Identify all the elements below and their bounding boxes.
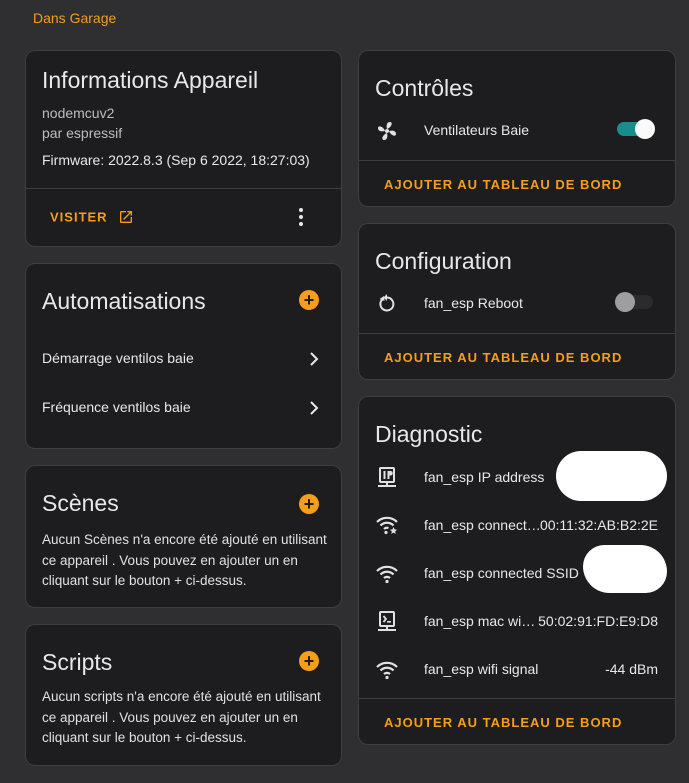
chevron-right-icon — [309, 401, 319, 415]
restart-icon — [375, 292, 399, 316]
add-scene-icon[interactable]: + — [299, 494, 319, 514]
automations-title: Automatisations — [42, 288, 206, 314]
wifi-icon — [375, 562, 399, 586]
reboot-toggle[interactable] — [617, 295, 653, 309]
redaction-mask — [556, 451, 667, 501]
right-column — [358, 50, 676, 761]
toggle-knob — [635, 119, 655, 139]
controls-card — [358, 50, 676, 207]
card-divider — [359, 333, 675, 334]
more-vert-icon[interactable] — [289, 205, 313, 229]
add-to-dashboard-button[interactable]: AJOUTER AU TABLEAU DE BORD — [384, 350, 623, 365]
diagnostic-row-signal[interactable] — [359, 647, 675, 691]
diagnostic-label: fan_esp mac wi… — [424, 613, 536, 629]
card-divider — [26, 188, 341, 189]
diagnostic-label: fan_esp IP address — [424, 469, 545, 485]
automation-item[interactable] — [26, 391, 341, 425]
breadcrumb[interactable]: Dans Garage — [33, 10, 117, 26]
configuration-card — [358, 223, 676, 380]
scenes-card — [25, 465, 342, 608]
diagnostic-card — [358, 396, 676, 745]
automation-label: Fréquence ventilos baie — [42, 399, 191, 415]
automation-label: Démarrage ventilos baie — [42, 350, 194, 366]
card-divider — [359, 698, 675, 699]
device-manufacturer: par espressif — [42, 125, 123, 141]
entity-row-reboot[interactable] — [359, 281, 675, 325]
diagnostic-value: 50:02:91:FD:E9:D8 — [538, 613, 658, 629]
device-firmware: Firmware: 2022.8.3 (Sep 6 2022, 18:27:03) — [42, 152, 310, 168]
scenes-empty-text: Aucun Scènes n'a encore été ajouté en utilisant ce appareil . Vous pouvez en ajouter un en cliquant sur le bouton + ci-dessus. — [42, 532, 327, 588]
wifi-icon — [375, 658, 399, 682]
automations-card — [25, 263, 342, 449]
controls-title: Contrôles — [375, 75, 474, 101]
diagnostic-value: 00:11:32:AB:B2:2E — [539, 517, 658, 533]
scripts-card — [25, 624, 342, 766]
console-network-icon — [375, 610, 399, 634]
diagnostic-value: -44 dBm — [605, 661, 658, 677]
toggle-knob — [615, 292, 635, 312]
diagnostic-row-bssid[interactable] — [359, 503, 675, 547]
visit-button[interactable] — [50, 208, 134, 228]
redaction-mask — [583, 545, 667, 593]
scripts-title: Scripts — [42, 649, 113, 675]
device-info-card — [25, 50, 342, 247]
visit-label: VISITER — [50, 209, 108, 225]
left-column — [25, 50, 342, 782]
entity-row-fan[interactable] — [359, 108, 675, 152]
fan-toggle[interactable] — [617, 122, 653, 136]
diagnostic-label: fan_esp wifi signal — [424, 661, 539, 677]
configuration-title: Configuration — [375, 248, 512, 274]
automation-item[interactable] — [26, 342, 341, 376]
card-divider — [359, 160, 675, 161]
add-script-icon[interactable]: + — [299, 651, 319, 671]
wifi-star-icon — [375, 514, 399, 538]
diagnostic-row-mac[interactable] — [359, 599, 675, 643]
chevron-right-icon — [309, 352, 319, 366]
scripts-empty-text: Aucun scripts n'a encore été ajouté en utilisant ce appareil . Vous pouvez en ajouter un en cliquant sur le bouton + ci-dessus. — [42, 689, 321, 745]
ip-network-icon — [375, 466, 399, 490]
device-model: nodemcuv2 — [42, 105, 115, 121]
add-to-dashboard-button[interactable]: AJOUTER AU TABLEAU DE BORD — [384, 177, 623, 192]
entity-label: Ventilateurs Baie — [424, 122, 530, 138]
entity-label: fan_esp Reboot — [424, 295, 523, 311]
device-info-title: Informations Appareil — [42, 67, 259, 93]
scenes-title: Scènes — [42, 490, 119, 516]
add-to-dashboard-button[interactable]: AJOUTER AU TABLEAU DE BORD — [384, 715, 623, 730]
diagnostic-label: fan_esp connected SSID — [424, 565, 579, 581]
diagnostic-label: fan_esp connect… — [424, 517, 541, 533]
fan-icon — [375, 119, 399, 143]
add-automation-icon[interactable]: + — [299, 290, 319, 310]
open-in-new-icon — [118, 209, 134, 225]
diagnostic-title: Diagnostic — [375, 421, 483, 447]
